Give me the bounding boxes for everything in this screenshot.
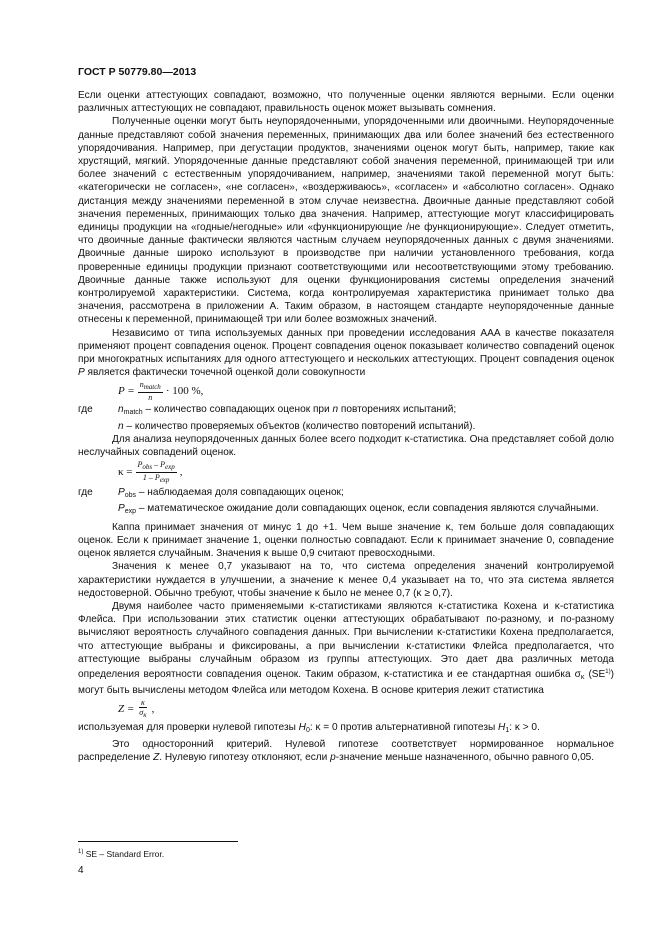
paragraph: Каппа принимает значения от минус 1 до +1. Чем выше значение κ, тем больше доля совпадающих оценок. Если κ принимает значение 1, оценки полностью совпадают. Если κ принимает значение 0, совпадение оценок является случайным. Значения κ выше 0,9 считают превосходными. — [78, 521, 614, 560]
document-header: ГОСТ Р 50779.80—2013 — [78, 66, 197, 78]
paragraph: Это односторонний критерий. Нулевой гипотезе соответствует нормированное нормальное распределение Z. Нулевую гипотезу отклоняют, если p-значение меньше назначенного, обычно равного 0,05. — [78, 738, 614, 763]
where-item: $P_{obs}$ – наблюдаемая доля совпадающих оценок; — [118, 487, 344, 500]
where-block: где $n_{match}$ – количество совпадающих оценок при n повторениях испытаний; n – количество проверяемых объектов (количество повторений испытаний). — [78, 403, 614, 432]
paragraph: Значения κ менее 0,7 указывают на то, что система определения значений контролируемой характеристики нуждается в улучшении, а значение κ менее 0,4 указывает на то, что эта система является недостоверной. Обычно требуют, чтобы значение κ было не менее 0,7 (κ ≥ 0,7). — [78, 561, 614, 599]
paragraph: Полученные оценки могут быть неупорядоченными, упорядоченными или двоичными. Неупорядоченные данные представляют собой значения переменных, принимающих два или более значений без естественного упорядочивания. Например, при дегустации продуктов, значениями оценок могут быть, например, такие как хрустящий, мягкий. Упорядоченные данные представляют собой значения переменной, принимающей три или более значений с естественным упорядочиванием, например, значениями такой переменной могут быть: «категорически не согласен», «не согласен», «воздерживаюсь», «согласен» и «абсолютно согласен». Однако дистанция между значениями переменной в этом случае неизвестна. Двоичные данные представляют собой значения переменных, принимающих только два значения. Например, аттестующие могут классифицировать единицы продукции на «годные/негодные» или «функционирующие /не функционирующие». Следует отметить, что двоичные данные фактически являются частным случаем неупорядоченных данных с двумя значениями. Двоичные данные широко используют в производстве при наличии установленного требования, когда проверенные единицы продукции признают соответствующими или несоответствующими этому требованию. Двоичные данные также используют для оценки функционирования системы определения значений контролируемой характеристики. Система, когда контролируемая характеристика принимает только два значения, рассмотрена в приложении А. Таким образом, в настоящем стандарте неупорядоченные данные отнесены к переменной, принимающей три или более возможных значений. — [78, 116, 614, 326]
where-item: $n_{match}$ – количество совпадающих оценок при n повторениях испытаний; — [118, 404, 457, 417]
paragraph: Двумя наиболее часто применяемыми κ-статистиками являются κ-статистика Кохена и κ-статистика Флейса. При использовании этих статистик оценки аттестующих обрабатывают по-разному, и по-разному вычисляют вероятность случайного совпадения данных. При вычислении κ-статистики Кохена предполагается, что аттестующие выбраны и фиксированы, а при вычислении κ-статистики Флейса предполагается, что аттестующие выбраны случайным образом из группы аттестующих. Это дает два различных метода определения вероятности совпадения оценок. Таким образом, κ-статистика и ее стандартная ошибка $\sigma_\kappa$ (SE$^{1)}$) могут быть вычислены методом Флейса или методом Кохена. В основе критерия лежит статистика — [78, 600, 614, 697]
where-item: n – количество проверяемых объектов (количество повторений испытаний). — [118, 420, 476, 432]
footnote-separator — [78, 841, 238, 842]
page-number: 4 — [78, 865, 84, 876]
where-item: $P_{exp}$ – математическое ожидание доли совпадающих оценок, если совпадения являются случайными. — [118, 503, 599, 516]
document-body — [78, 89, 614, 764]
paragraph: Для анализа неупорядоченных данных более всего подходит κ-статистика. Она представляет собой долю неслучайных совпадений оценок. — [78, 433, 614, 459]
formula-kappa: κ = $\frac{\text{Pobs – Pexp}}{1 - Pexp}$ , — [118, 460, 183, 485]
formula-percent-agreement: P = $\frac{\text{nmatch}}{n}$ · 100 %, — [118, 380, 204, 403]
footnote: $^{1)}$ SE – Standard Error. — [78, 849, 165, 859]
paragraph: Если оценки аттестующих совпадают, возможно, что полученные оценки являются верными. Если оценки различных аттестующих не совпадают, правильность оценок может вызывать сомнения. — [78, 90, 614, 115]
formula-z-statistic: Z = $\frac{\kappa}{\sigma\kappa}$ , — [118, 698, 155, 720]
paragraph: используемая для проверки нулевой гипотезы $H_0$: κ = 0 против альтернативной гипотезы $H_1$: κ > 0. — [78, 722, 540, 735]
paragraph: Независимо от типа используемых данных при проведении исследования AAA в качестве показателя применяют процент совпадения оценок. Процент совпадения оценок показывает количество совпадений оценок при многократных испытаниях для одного аттестующего и нескольких аттестующих. Процент совпадения оценок P является фактически точечной оценкой доли совокупности — [78, 327, 614, 379]
where-block: где $P_{obs}$ – наблюдаемая доля совпадающих оценок; — [78, 486, 614, 502]
